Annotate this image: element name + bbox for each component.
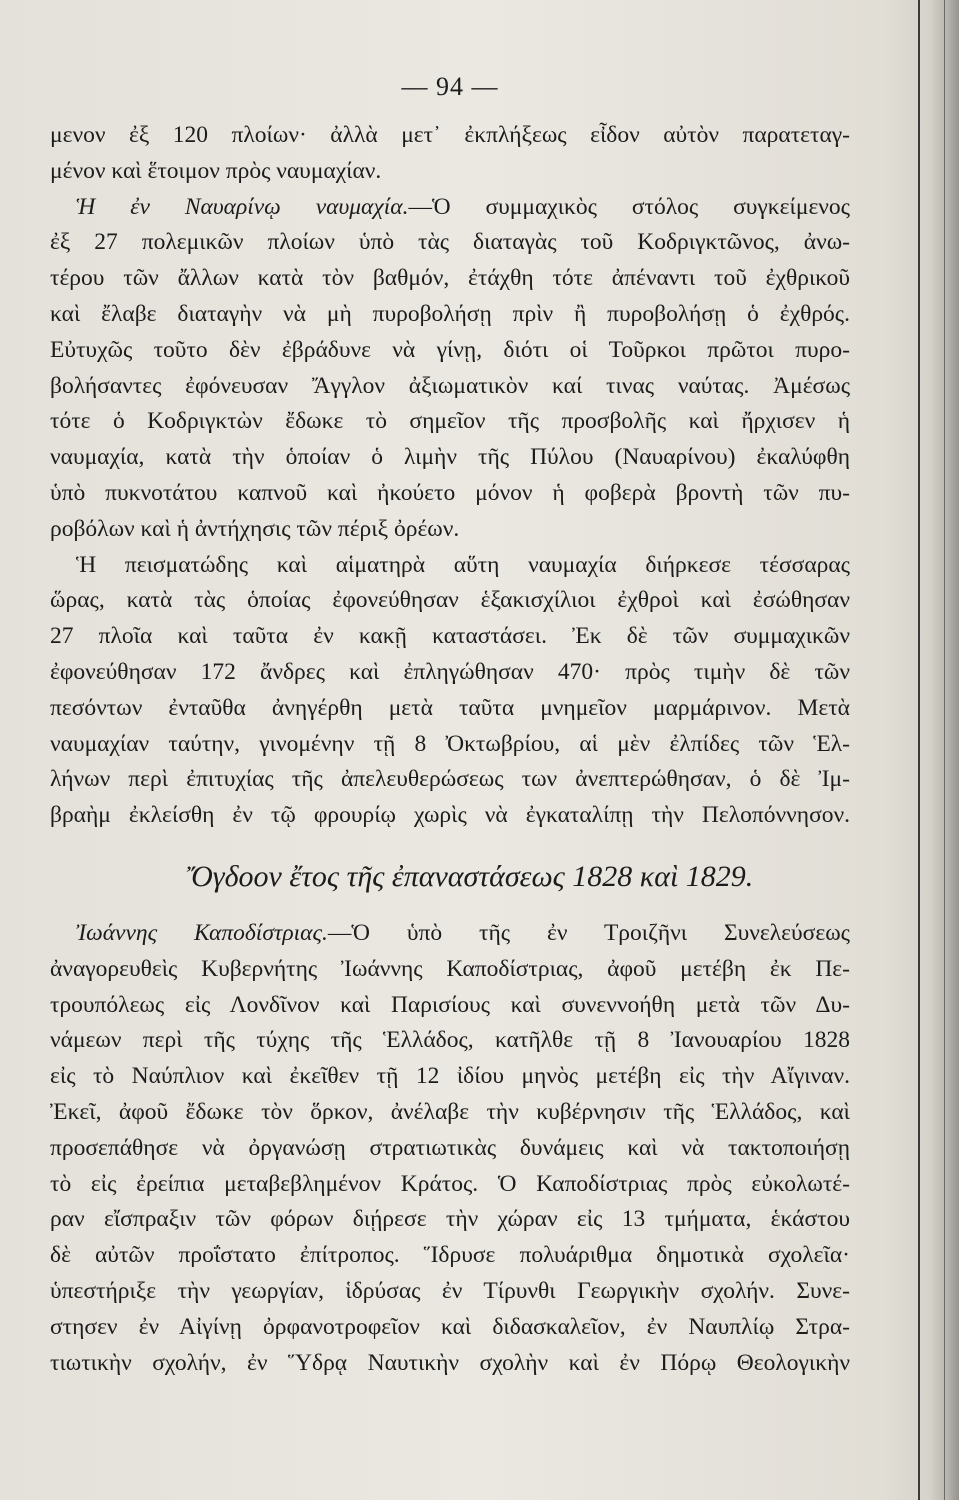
paragraph-first-line: [50, 190, 850, 226]
text-line: ὥρας, κατὰ τὰς ὁποίας ἐφονεύθησαν ἑξακισχίλιοι ἐχθροὶ καὶ ἐσώθησαν: [50, 587, 850, 614]
text-line: ὑπεστήριξε τὴν γεωργίαν, ἱδρύσας ἐν Τίρυνθι Γεωργικὴν σχολήν. Συνε-: [50, 1277, 850, 1304]
text-line: τιωτικὴν σχολήν, ἐν Ὕδρᾳ Ναυτικὴν σχολὴν καὶ ἐν Πόρῳ Θεολογικὴν: [50, 1349, 850, 1376]
text-line: ραν εἴσπραξιν τῶν φόρων διῄρεσε τὴν χώραν εἰς 13 τμήματα, ἑκάστου: [50, 1206, 850, 1233]
page-body: [50, 118, 850, 1381]
text-line: ἀναγορευθεὶς Κυβερνήτης Ἰωάννης Καποδίστριας, ἀφοῦ μετέβη ἐκ Πε-: [50, 955, 850, 982]
text-line: ὑπὸ πυκνοτάτου καπνοῦ καὶ ἠκούετο μόνον ἡ φοβερὰ βροντὴ τῶν πυ-: [50, 479, 850, 506]
text-line: τότε ὁ Κοδριγκτὼν ἔδωκε τὸ σημεῖον τῆς προσβολῆς καὶ ἤρχισεν ἡ: [50, 408, 850, 435]
text-line: ναυμαχία, κατὰ τὴν ὁποίαν ὁ λιμὴν τῆς Πύλου (Ναυαρίνου) ἐκαλύφθη: [50, 444, 850, 471]
text-line: προσεπάθησε νὰ ὀργανώσῃ στρατιωτικὰς δυνάμεις καὶ νὰ τακτοποιήσῃ: [50, 1134, 850, 1161]
paragraph-first-line: [50, 916, 850, 952]
text-line: τὸ εἰς ἐρείπια μεταβεβλημένον Κράτος. Ὁ Καποδίστριας πρὸς εὐκολωτέ-: [50, 1170, 850, 1197]
text-line: ἐξ 27 πολεμικῶν πλοίων ὑπὸ τὰς διαταγὰς τοῦ Κοδριγκτῶνος, ἀνω-: [50, 229, 850, 256]
text-line: νάμεων περὶ τῆς τύχης τῆς Ἑλλάδος, κατῆλθε τῇ 8 Ἰανουαρίου 1828: [50, 1027, 850, 1054]
text-line: τέρου τῶν ἄλλων κατὰ τὸν βαθμόν, ἐτάχθη τότε ἀπέναντι τοῦ ἐχθρικοῦ: [50, 265, 850, 292]
page-edge-line: [918, 0, 920, 1500]
text-line: δὲ αὐτῶν προΐστατο ἐπίτροπος. Ἵδρυσε πολυάριθμα δημοτικὰ σχολεῖα·: [50, 1242, 850, 1269]
text-line: Εὐτυχῶς τοῦτο δὲν ἐβράδυνε νὰ γίνῃ, διότι οἱ Τοῦρκοι πρῶτοι πυρο-: [50, 336, 850, 363]
text-line: 27 πλοῖα καὶ ταῦτα ἐν κακῇ καταστάσει. Ἐκ δὲ τῶν συμμαχικῶν: [50, 623, 850, 650]
text-line: πεσόντων ἐνταῦθα ἀνηγέρθη μετὰ ταῦτα μνημεῖον μαρμάρινον. Μετὰ: [50, 694, 850, 721]
text-line: λήνων περὶ ἐπιτυχίας τῆς ἀπελευθερώσεως των ἀνεπτερώθησαν, ὁ δὲ Ἰμ-: [50, 766, 850, 793]
text-line: μένον καὶ ἕτοιμον πρὸς ναυμαχίαν.: [50, 157, 382, 184]
text-line: ναυμαχίαν ταύτην, γινομένην τῇ 8 Ὀκτωβρίου, αἱ μὲν ἐλπίδες τῶν Ἑλ-: [50, 730, 850, 757]
text-line: στησεν ἐν Αἰγίνῃ ὀρφανοτροφεῖον καὶ διδασκαλεῖον, ἐν Ναυπλίῳ Στρα-: [50, 1313, 850, 1340]
text-line: Ἡ πεισματώδης καὶ αἱματηρὰ αὕτη ναυμαχία διήρκεσε τέσσαρας: [76, 551, 850, 578]
text-line: βολήσαντες ἐφόνευσαν Ἄγγλον ἀξιωματικὸν καί τινας ναύτας. Ἀμέσως: [50, 372, 850, 399]
text-run: —Ὁ ὑπὸ τῆς ἐν Τροιζῆνι Συνελεύσεως: [327, 919, 850, 946]
text-line: βραὴμ ἐκλείσθη ἐν τῷ φρουρίῳ χωρὶς νὰ ἐγκαταλίπῃ τὴν Πελοπόννησον.: [50, 802, 850, 829]
text-line: ἐφονεύθησαν 172 ἄνδρες καὶ ἐπληγώθησαν 470· πρὸς τιμὴν δὲ τῶν: [50, 658, 850, 685]
section-title: Ὄγδοον ἔτος τῆς ἐπαναστάσεως 1828 καὶ 1829.: [186, 859, 754, 893]
text-line: τρουπόλεως εἰς Λονδῖνον καὶ Παρισίους καὶ συνεννοήθη μετὰ τῶν Δυ-: [50, 991, 850, 1018]
text-line: ροβόλων καὶ ἡ ἀντήχησις τῶν πέριξ ὀρέων.: [50, 515, 460, 542]
text-line: μενον ἐξ 120 πλοίων· ἀλλὰ μετ᾽ ἐκπλήξεως εἶδον αὐτὸν παρατεταγ-: [50, 122, 850, 148]
text-line: Ἐκεῖ, ἀφοῦ ἔδωκε τὸν ὅρκον, ἀνέλαβε τὴν κυβέρνησιν τῆς Ἑλλάδος, καὶ: [50, 1098, 850, 1125]
text-line: εἰς τὸ Ναύπλιον καὶ ἐκεῖθεν τῇ 12 ἰδίου μηνὸς μετέβη εἰς τὴν Αἴγιναν.: [50, 1063, 850, 1090]
subheading-navarino: Ἡ ἐν Ναυαρίνῳ ναυμαχία.: [76, 193, 409, 220]
subheading-kapodistrias: Ἰωάννης Καποδίστριας.: [76, 919, 328, 946]
text-line: καὶ ἔλαβε διαταγὴν νὰ μὴ πυροβολήσῃ πρὶν ἢ πυροβολήσῃ ὁ ἐχθρός.: [50, 300, 850, 327]
text-run: —Ὁ συμμαχικὸς στόλος συγκείμενος: [408, 193, 850, 220]
page-number: — 94 —: [401, 72, 499, 101]
page-edge-line-outer: [944, 0, 945, 1500]
